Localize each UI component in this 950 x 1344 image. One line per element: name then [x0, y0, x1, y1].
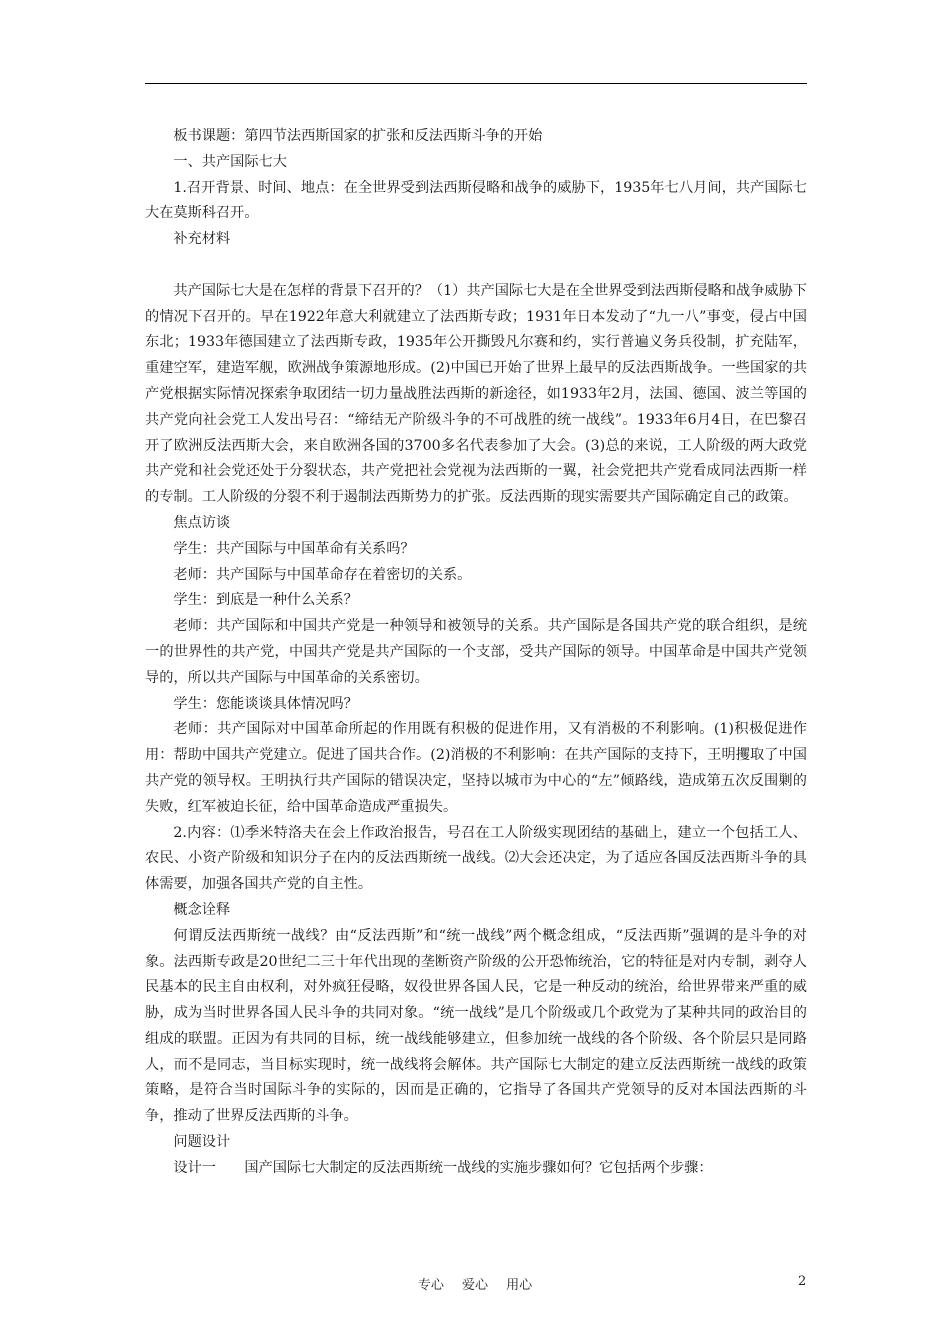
- lesson-title: 板书课题：第四节法西斯国家的扩张和反法西斯斗争的开始: [173, 128, 543, 144]
- dialogue-line: 老师：共产国际与中国革命存在着密切的关系。: [173, 566, 472, 583]
- dialogue-line: 学生：您能谈谈具体情况吗？: [173, 695, 358, 712]
- dialogue-line: 学生：到底是一种什么关系？: [173, 592, 358, 609]
- subheading-questions: 问题设计: [173, 1134, 231, 1151]
- dialogue-line: 老师：共产国际对中国革命所起的作用既有积极的促进作用，又有消极的不利影响。(1)积极促进作用：帮助中国共产党建立。促进了国共合作。(2)消极的不利影响：在共产国际的支持下，王明攫取了中国共产党的领导权。王明执行共产国际的错误决定，坚持以城市为中心的“左”倾路线，造成第五次反围剿的失败，红军被迫长征，给中国革命造成严重损失。: [145, 721, 807, 815]
- section-heading: 一、共产国际七大: [173, 153, 287, 170]
- document-body: [145, 124, 807, 1182]
- footer-slogan: 专心 爱心 用心: [417, 1278, 533, 1293]
- paragraph-background: 1.召开背景、时间、地点：在全世界受到法西斯侵略和战争的威胁下，1935年七八月间，共产国际七大在莫斯科召开。: [145, 179, 807, 222]
- subheading-concept: 概念诠释: [173, 901, 231, 918]
- page-number: 2: [798, 1274, 807, 1289]
- subheading-supplement: 补充材料: [173, 231, 231, 248]
- header-rule: [145, 83, 807, 84]
- dialogue-line: 学生：共产国际与中国革命有关系吗？: [173, 540, 415, 557]
- paragraph-concept: 何谓反法西斯统一战线？由“反法西斯”和“统一战线”两个概念组成，“反法西斯”强调的是斗争的对象。法西斯专政是20世纪二三十年代出现的垄断资产阶级的公开恐怖统治，它的特征是对内专制，剥夺人民基本的民主自由权利，对外疯狂侵略，奴役世界各国人民，它是一种反动的统治，给世界带来严重的威胁，成为当时世界各国人民斗争的共同对象。“统一战线”是几个阶级或几个政党为了某种共同的政治目的组成的联盟。正因为有共同的目标，统一战线能够建立，但参加统一战线的各个阶级、各个阶层只是同路人，而不是同志，当目标实现时，统一战线将会解体。共产国际七大制定的建立反法西斯统一战线的政策策略，是符合当时国际斗争的实际的，因而是正确的，它指导了各国共产党领导的反对本国法西斯的斗争，推动了世界反法西斯的斗争。: [145, 927, 807, 1125]
- paragraph-supplement: 共产国际七大是在怎样的背景下召开的？（1）共产国际七大是在全世界受到法西斯侵略和战争威胁下的情况下召开的。早在1922年意大利就建立了法西斯专政；1931年日本发动了“九一八”事变，侵占中国东北；1933年德国建立了法西斯专政，1935年公开撕毁凡尔赛和约，实行普遍义务兵役制，扩充陆军，重建空军，建造军舰，欧洲战争策源地形成。(2)中国已开始了世界上最早的反法西斯战争。一些国家的共产党根据实际情况探索争取团结一切力量战胜法西斯的新途径，如1933年2月，法国、德国、波兰等国的共产党向社会党工人发出号召：“缔结无产阶级斗争的不可战胜的统一战线”。1933年6月4日，在巴黎召开了欧洲反法西斯大会，来自欧洲各国的3700多名代表参加了大会。(3)总的来说，工人阶级的两大政党共产党和社会党还处于分裂状态，共产党把社会党视为法西斯的一翼，社会党把共产党看成同法西斯一样的专制。工人阶级的分裂不利于遏制法西斯势力的扩张。反法西斯的现实需要共产国际确定自己的政策。: [145, 282, 807, 506]
- paragraph-design-one: 设计一 国产国际七大制定的反法西斯统一战线的实施步骤如何？它包括两个步骤：: [173, 1159, 713, 1176]
- subheading-interview: 焦点访谈: [173, 514, 231, 531]
- paragraph-content: 2.内容：⑴季米特洛夫在会上作政治报告，号召在工人阶级实现团结的基础上，建立一个包括工人、农民、小资产阶级和知识分子在内的反法西斯统一战线。⑵大会还决定，为了适应各国反法西斯斗争的具体需要，加强各国共产党的自主性。: [145, 824, 807, 893]
- dialogue-line: 老师：共产国际和中国共产党是一种领导和被领导的关系。共产国际是各国共产党的联合组织，是统一的世界性的共产党，中国共产党是共产国际的一个支部，受共产国际的领导。中国革命是中国共产党领导的，所以共产国际与中国革命的关系密切。: [145, 618, 807, 686]
- page-footer: [0, 1274, 950, 1294]
